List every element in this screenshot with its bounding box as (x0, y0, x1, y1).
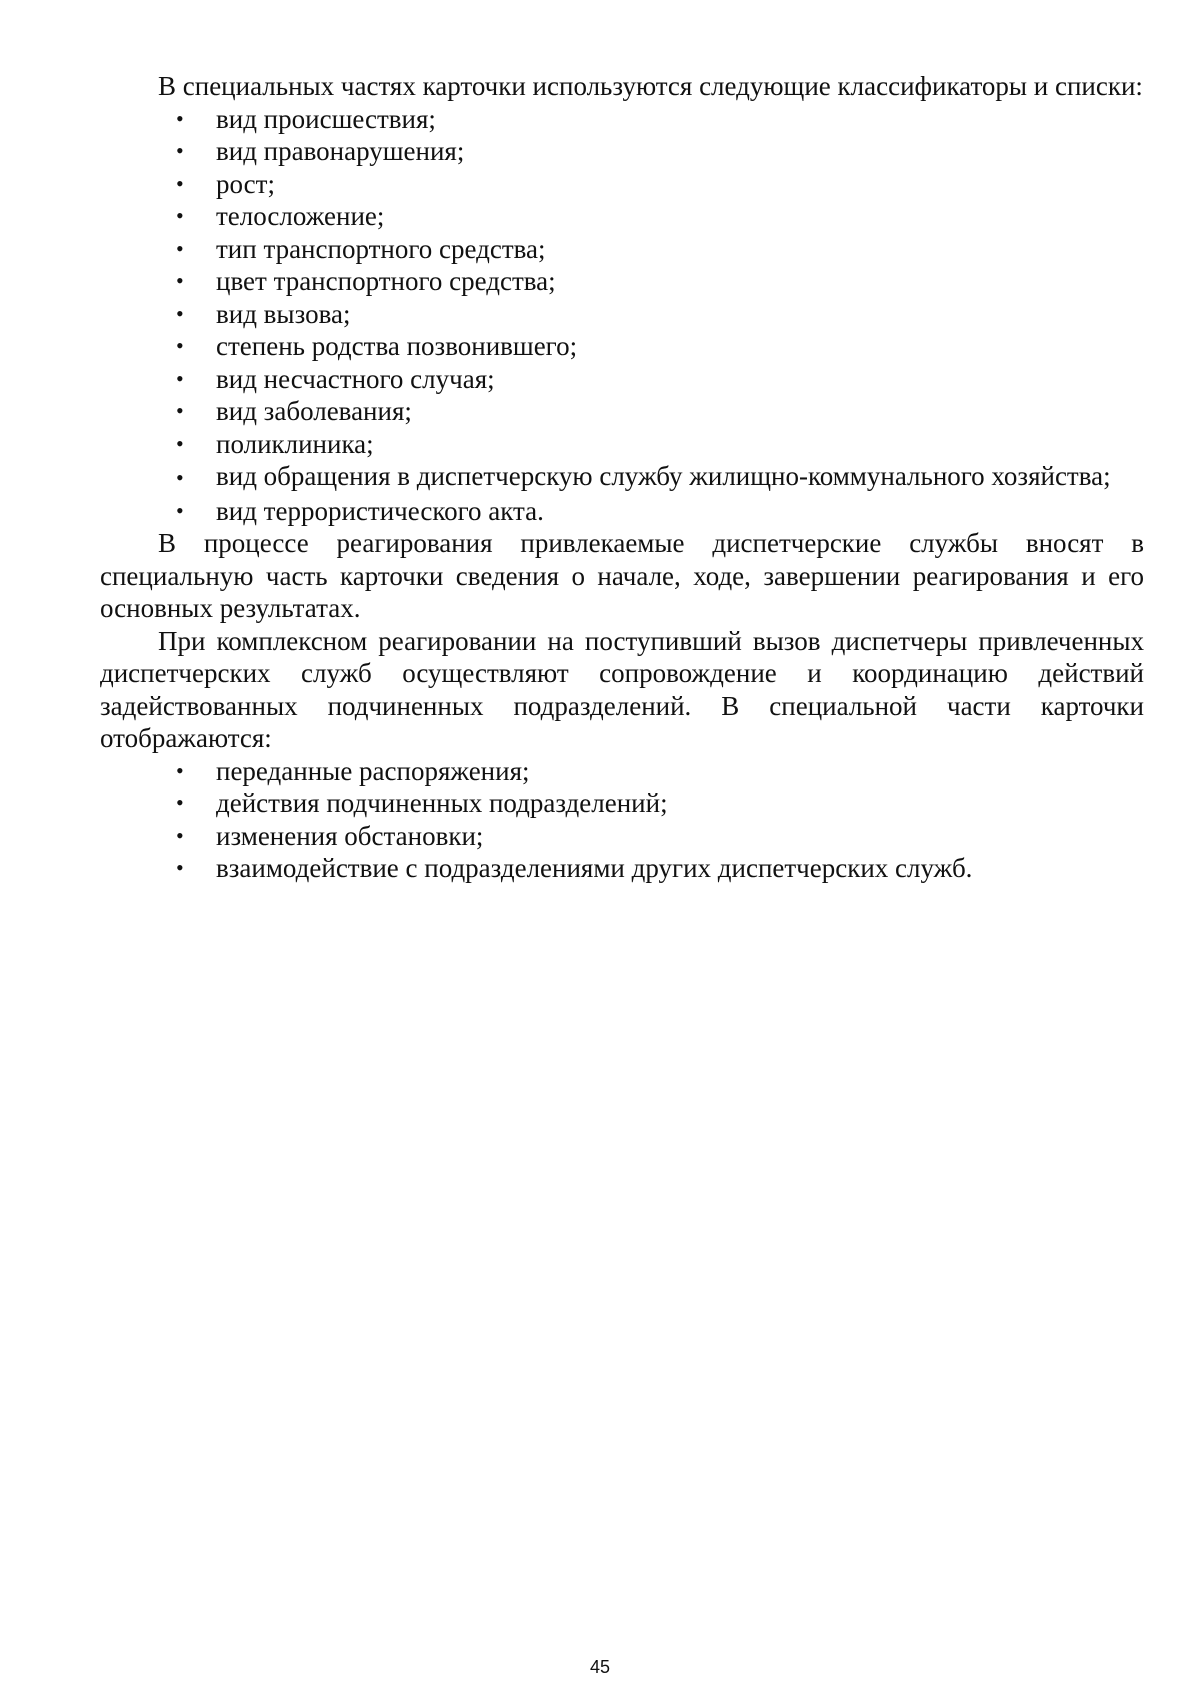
bullet-icon: • (176, 138, 184, 163)
bullet-icon: • (176, 333, 184, 358)
list-item: • вид вызова; (176, 298, 351, 329)
paragraph-complex-response: При комплексном реагировании на поступивший вызов диспетчеры привлеченных диспетчерских служб осуществляют сопровождение и координацию действий задействованных подчиненных подразделений. В специальной части карточки отображаются: (100, 625, 1144, 753)
list-item: • взаимодействие с подразделениями других диспетчерских служб. (176, 853, 973, 883)
list-item: • поликлиника; (176, 428, 374, 459)
bullet-icon: • (176, 170, 184, 196)
paragraph-intro: В специальных частях карточки используются следующие классификаторы и списки: (158, 71, 1143, 101)
paragraph-response: В процессе реагирования привлекаемые диспетчерские службы вносят в специальную часть карточки сведения о начале, ходе, завершении реагирования и его основных результатах. (100, 528, 1144, 623)
classifier-list (100, 103, 1144, 528)
list-item: • действия подчиненных подразделений; (176, 788, 668, 818)
bullet-icon: • (176, 268, 184, 293)
list-item: • вид несчастного случая; (176, 363, 495, 394)
bullet-icon: • (176, 790, 184, 815)
bullet-icon: • (176, 300, 184, 326)
list-item: • вид происшествия; (176, 103, 436, 134)
list-item: • рост; (176, 168, 275, 199)
bullet-icon: • (176, 497, 184, 523)
bullet-icon: • (176, 822, 184, 848)
page-body (100, 70, 1144, 885)
page-number: 45 (589, 1657, 611, 1677)
list-item: • вид обращения в диспетчерскую службу жилищно-коммунального хозяйства; (100, 460, 1144, 495)
list-item: • переданные распоряжения; (176, 755, 530, 786)
bullet-icon: • (176, 105, 184, 131)
bullet-icon: • (176, 430, 184, 456)
list-item: • вид правонарушения; (176, 136, 465, 166)
displayed-items-list (100, 755, 1144, 885)
list-item: • цвет транспортного средства; (176, 266, 556, 296)
bullet-icon: • (176, 757, 184, 783)
list-item: • тип транспортного средства; (176, 233, 546, 264)
bullet-icon: • (176, 465, 184, 490)
list-item: • вид террористического акта. (176, 495, 544, 526)
bullet-icon: • (176, 235, 184, 261)
list-item: • вид заболевания; (176, 396, 412, 426)
list-item: • степень родства позвонившего; (176, 331, 578, 361)
list-item: • телосложение; (176, 201, 385, 231)
bullet-icon: • (176, 365, 184, 391)
list-item: • изменения обстановки; (176, 820, 484, 851)
bullet-icon: • (176, 398, 184, 423)
bullet-icon: • (176, 203, 184, 228)
bullet-icon: • (176, 855, 184, 880)
